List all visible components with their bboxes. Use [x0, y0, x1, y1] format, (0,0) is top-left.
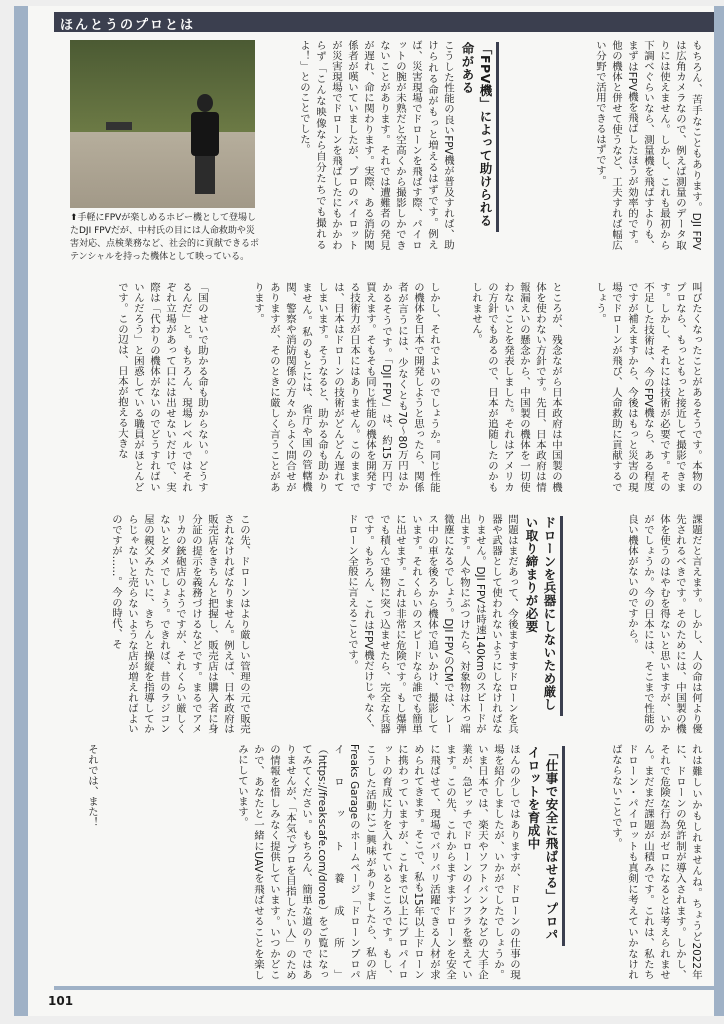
heading-pro-pilot: 「仕事で安全に飛ばせる」プロパイロットを育成中: [524, 746, 565, 946]
heading-fpv: 「FPV機」によって助けられる命がある: [458, 42, 499, 232]
text-column-7: 課題だと言えます。しかし、人の命は何より優先されるべきです。そのためには、中国製の機体を使うのはやむを得ないと思いますが、いかがでしょうか。今の日本には、そこまで性能の良い機体がないのですから。: [626, 514, 702, 734]
text-column-4: ところが、残念ながら日本政府は中国製の機体を使わない方針です。先日、日本政府は情報漏えいの懸念から、中国製の機体を一切使わないことを発表しました。それはアメリカの方針でもあるので、日本が追随したのかもしれません。: [470, 282, 562, 492]
text-column-1: もちろん、苦手なこともあります。DJI FPVは広角カメラなので、例えば測量のデータ取りには使えません。しかし、これも最初から下調べぐらいなら、測量機を飛ばすよりも、まずはFPV機を飛ばしたほうが効率的です。他の機体と併せて使うなど、工夫すれば幅広い分野で活用できるはずです。: [594, 40, 702, 250]
text-column-11: ほんの少しではありますが、ドローンの仕事の現場を紹介しましたが、いかがでしたでしょうか。いま日本では、楽天やソフトバンクなどの大手企業が、急ピッチでドローンのインフラを整えています。この先、これからますますドローンを安全に飛ばせて、現場でバリバリ活躍できる人材が求められてきます。そこで、私も15年以上ドローンに携わっていますが、これまで以上にプロパイロットの育成に力を入れているところです。もし、こうした活動にご興味がありましたら、私の店Freaks Garageのホームページ「ドローンプロパイロット養成所」（https://freakscafe.com/drone）をご覧になってみてください。もちろん、簡単な道のりではありませんが、「本気でプロを目指したい人」のための情報を惜しみなく提供しています。いつかどこかで、あなたと一緒にUAVを飛ばせることを楽しみにしています。: [236, 744, 520, 980]
text-column-10: れは難しいかもしれませんね。ちょうど2022年に、ドローンの免許制が導入されます。しかし、それで危険な行為がゼロになるとは考えられません。まだまだ課題が山積みです。これは、私たちドローン・パイロットも真剣に考えていかなければならないことです。: [610, 744, 702, 980]
text-column-5: しかし、それでよいのでしょうか。同じ性能の機体を日本で開発しようと思ったら、関係者が言うには、少なくとも70〜80万円はかかるそうです。「DJI FPV」は、約15万円で買えます。そもそも同じ性能の機体を開発する技術力が日本にはありません。このままでは、日本はドローンの技術がどんどん遅れてしまいます。そうなると、助かる命も助かりません。私のもとには、省庁や国の管轄機関、警察や消防関係の方々からよく問合せがありますが、そのときに厳しく言うことがあります。: [252, 282, 440, 492]
pilot-head: [197, 94, 213, 112]
photo-ground: [70, 132, 255, 208]
drone-pilot-photo: [70, 40, 255, 208]
text-column-6: 「国のせいで助かる命も助からない。どうするんだ」と。もちろん、現場レベルではそれぞれ立場があって口には出せないだけで、実際は「代わりの機体がないのでどうすればいいんだろう」と困惑している職員がほとんどです。この辺は、日本が抱える大きな: [116, 282, 208, 492]
text-column-12: それでは、また！: [86, 744, 98, 828]
magazine-page: [14, 6, 724, 1016]
pilot-body: [191, 112, 219, 156]
bottom-bar: [54, 986, 714, 990]
photo-caption: ⬆手軽にFPVが楽しめるホビー機として登場したDJI FPVだが、中村氏の目には人命救助や災害対応、点検業務など、社会的に貢献できるポテンシャルを持った機体として映っている。: [70, 213, 260, 262]
heading-weapon: ドローンを兵器にしないため厳しい取り締まりが必要: [522, 516, 563, 716]
page-number: 101: [48, 994, 74, 1008]
text-column-9: この先、ドローンはより厳しい管理の元で販売されなければなりません。例えば、日本政府は販売店をきちんと把握し、販売店は購入者に身分証の提示を義務づけるなどです。まるでアメリカの銃砲店のようですが、それくらい厳しくないとダメでしょう。できれば、昔のラジコン屋の親父みたいに、きちんと操縦を指導してからじゃないと売らないような店が増えればよいのですが……。今の時代、そ: [110, 514, 250, 734]
pilot-legs: [195, 156, 215, 194]
text-column-8: 問題はまだあって、今後ますますドローンを兵器や武器として使われないようにしなければなりません。DJI FPVは時速140kmのスピードが出ます。人や物にぶつけたら、対象物は木っ端微塵になるでしょう。DJI FPVのCMでは、レース中の車を後ろから機体で追いかけ、撮影しています。それくらいのスピードなら誰でも簡単に出せます。これは非常に危険です。もし爆弾でも積んで建物に突っ込ませたら、完全な兵器です。もちろん、これはFPV機だけじゃなく、ドローン全般に言えることです。: [346, 514, 518, 734]
text-column-3: 叫びたくなったことがあるそうです。本物のプロなら、もっともっと接近して撮影できます。しかし、それには技術が必要です。その不足した技術は、今のFPV機なら、ある程度ですが補えますから、今後はもっと災害の現場でドローンが飛び、人命救助に貢献するでしょう。: [594, 282, 702, 492]
section-title: ほんとうのプロとは: [60, 18, 196, 33]
pilot-figure: [188, 94, 222, 194]
drone-icon: [106, 122, 132, 130]
photo-trees: [70, 40, 255, 132]
text-column-2: こうした性能の良いFPV機が普及すれば、助けられる命がもっと増えるはずです。例えば、災害現場でドローンを飛ばす際、パイロットの腕が未熟だと空高くから撮影しかできないことがあります。それでは遭難者の発見が遅れ、命に関わります。実際、ある消防関係者が嘆いていましたが、プロのパイロットが災害現場でドローンを飛ばしたにもかかわらず「こんな映像なら自分たちでも撮れるよ！」とのことでした。: [298, 40, 454, 250]
